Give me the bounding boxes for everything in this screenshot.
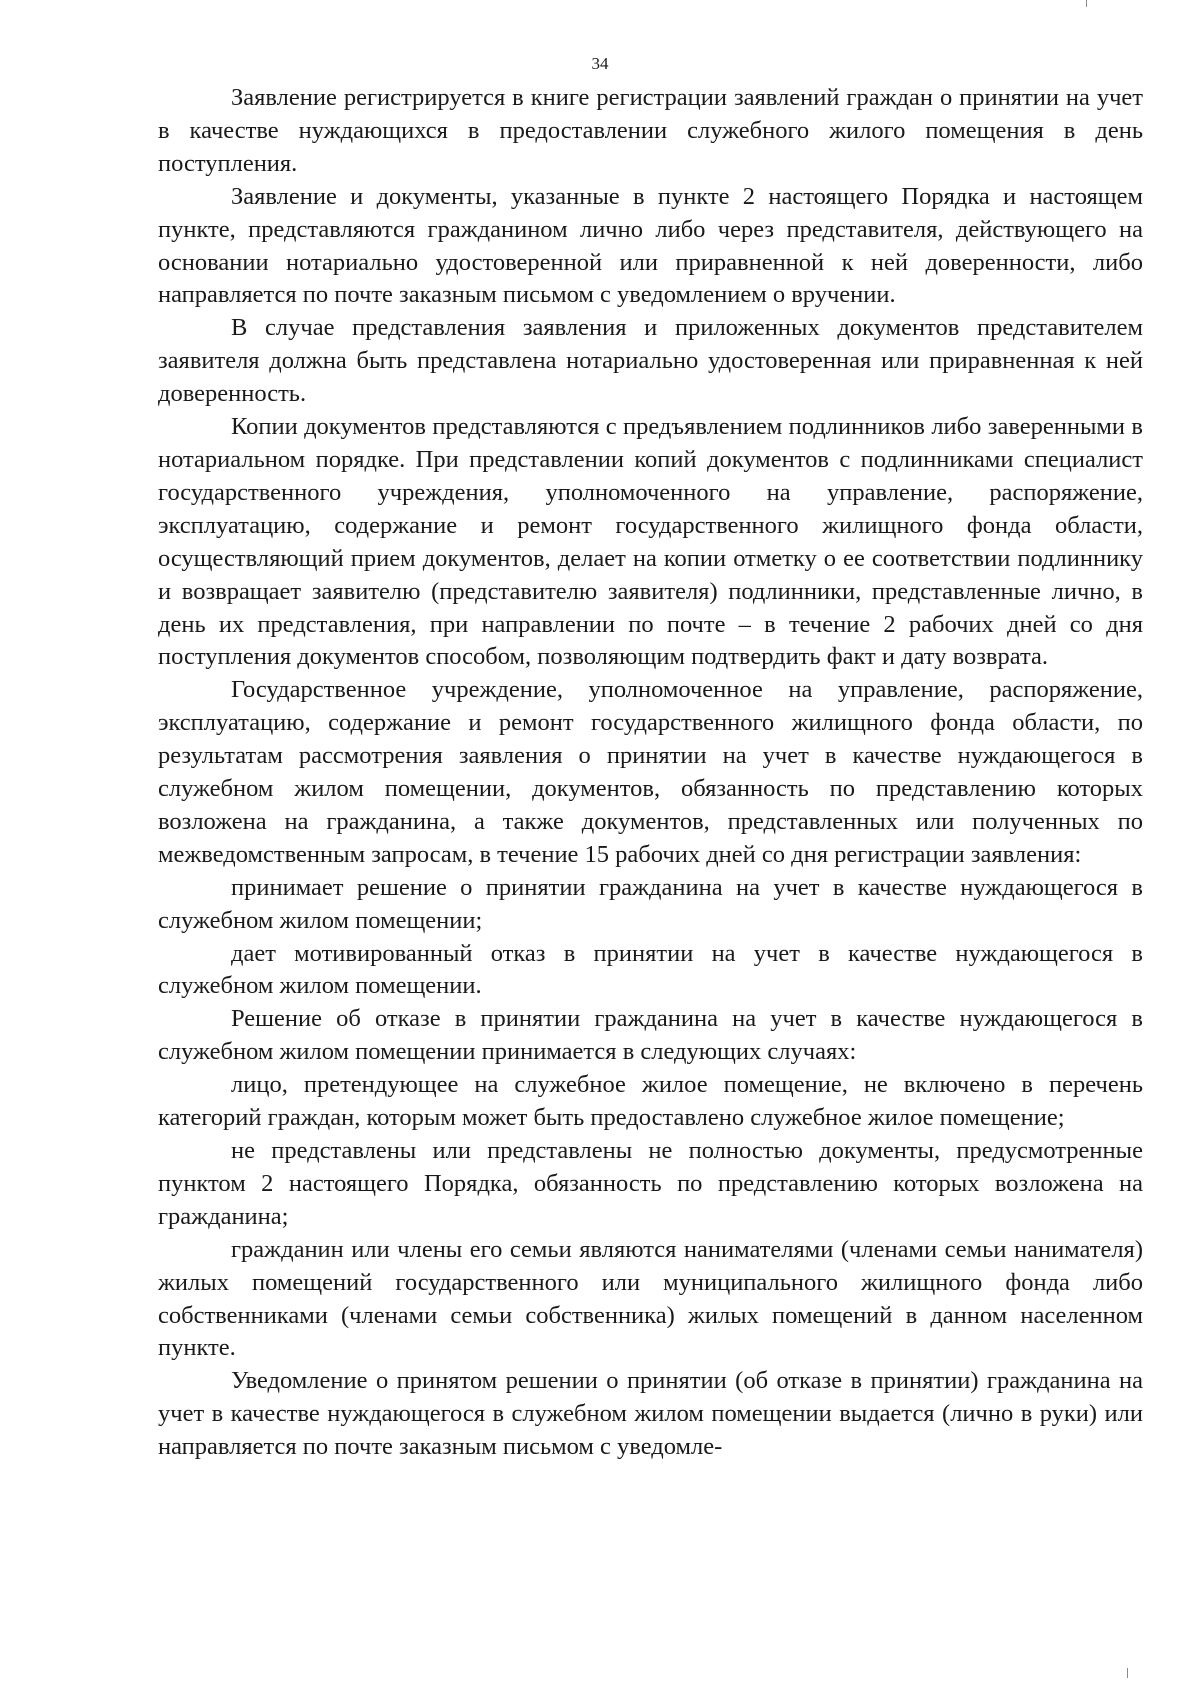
- paragraph-representative: В случае представления заявления и приложенных документов представителем заявителя должна быть представлена нотариально удостоверенная или приравненная к ней доверенность.: [158, 314, 1143, 408]
- paragraph-decision-accept: принимает решение о принятии гражданина на учет в качестве нуждающегося в служебном жилом помещении;: [158, 873, 1143, 934]
- paragraph-copies: Копии документов представляются с предъявлением подлинников либо заверенными в нотариальном порядке. При представлении копий документов с подлинниками специалист государственного учреждения, уполномоченного на управление, распоряжение, эксплуатацию, содержание и ремонт государственного жилищного фонда области, осуществляющий прием документов, делает на копии отметку о ее соответствии подлиннику и возвращает заявителю (представителю заявителя) подлинники, представленные лично, в день их представления, при направлении по почте – в течение 2 рабочих дней со дня поступления документов способом, позволяющим подтвердить факт и дату возврата.: [158, 413, 1143, 671]
- paragraph-decision-intro: Государственное учреждение, уполномоченное на управление, распоряжение, эксплуатацию, содержание и ремонт государственного жилищного фонда области, по результатам рассмотрения заявления о принятии на учет в качестве нуждающегося в служебном жилом помещении, документов, обязанность по представлению которых возложена на гражданина, а также документов, представленных или полученных по межведомственным запросам, в течение 15 рабочих дней со дня регистрации заявления:: [158, 676, 1143, 868]
- paragraph-case-documents: не представлены или представлены не полностью документы, предусмотренные пунктом 2 настоящего Порядка, обязанность по представлению которых возложена на гражданина;: [158, 1137, 1143, 1230]
- paragraph-case-tenants: гражданин или члены его семьи являются нанимателями (членами семьи нанимателя) жилых помещений государственного или муниципального жилищного фонда либо собственниками (членами семьи собственника) жилых помещений в данном населенном пункте.: [158, 1235, 1143, 1362]
- paragraph-decision-refuse: дает мотивированный отказ в принятии на учет в качестве нуждающегося в служебном жилом помещении.: [158, 939, 1143, 1000]
- paragraph-submission: Заявление и документы, указанные в пункте 2 настоящего Порядка и настоящем пункте, представляются гражданином лично либо через представителя, действующего на основании нотариально удостоверенной или приравненной к ней доверенности, либо направляется по почте заказным письмом с уведомлением о вручении.: [158, 182, 1143, 309]
- page-number: 34: [591, 54, 609, 73]
- document-body: [158, 82, 1143, 1464]
- scan-mark-top: [1086, 0, 1087, 7]
- paragraph-registration: Заявление регистрируется в книге регистрации заявлений граждан о принятии на учет в качестве нуждающихся в предоставлении служебного жилого помещения в день поступления.: [158, 84, 1143, 177]
- scan-mark-bottom: [1127, 1668, 1128, 1678]
- paragraph-notification: Уведомление о принятом решении о принятии (об отказе в принятии) гражданина на учет в качестве нуждающегося в служебном жилом помещении выдается (лично в руки) или направляется по почте заказным письмом с уведомле-: [158, 1367, 1143, 1461]
- paragraph-refusal-cases: Решение об отказе в принятии гражданина на учет в качестве нуждающегося в служебном жилом помещении принимается в следующих случаях:: [158, 1005, 1143, 1066]
- paragraph-case-category: лицо, претендующее на служебное жилое помещение, не включено в перечень категорий граждан, которым может быть предоставлено служебное жилое помещение;: [158, 1071, 1143, 1132]
